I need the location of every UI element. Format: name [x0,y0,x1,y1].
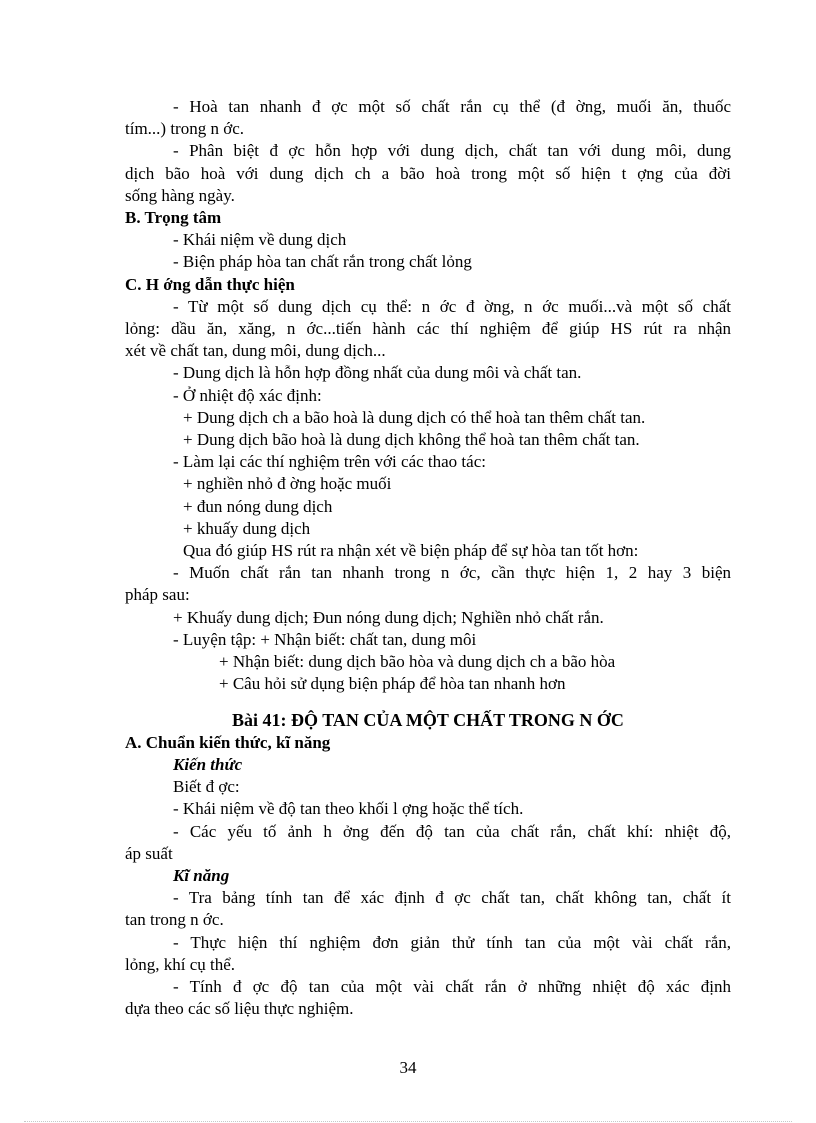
text-line: + Dung dịch bão hoà là dung dịch không thể hoà tan thêm chất tan. [183,430,640,450]
text-line: lỏng, khí cụ thể. [125,954,236,974]
text-line: + đun nóng dung dịch [183,496,333,516]
text-line: + Dung dịch ch a bão hoà là dung dịch có thể hoà tan thêm chất tan. [183,407,646,427]
text-line: - Khái niệm về dung dịch [173,230,347,250]
text-line: C. H ớng dẫn thực hiện [125,274,295,294]
text-line: - Dung dịch là hỗn hợp đồng nhất của dung môi và chất tan. [173,363,582,383]
text-line: - Các yếu tố ảnh h ởng đến độ tan của chất rắn, chất khí: nhiệt độ, [173,821,731,841]
text-line: Kĩ năng [173,865,230,885]
text-line: - Hoà tan nhanh đ ợc một số chất rắn cụ thể (đ ờng, muối ăn, thuốc [173,97,731,116]
text-line: - Làm lại các thí nghiệm trên với các thao tác: [173,452,486,472]
text-line: áp suất [125,843,173,863]
text-line: + Câu hỏi sử dụng biện pháp để hòa tan nhanh hơn [219,674,566,694]
text-line: - Luyện tập: + Nhận biết: chất tan, dung môi [173,629,477,649]
text-line: - Tra bảng tính tan để xác định đ ợc chất tan, chất không tan, chất ít [173,888,731,908]
text-line: - Tính đ ợc độ tan của một vài chất rắn ở những nhiệt độ xác định [173,976,731,996]
text-line: - Khái niệm về độ tan theo khối l ợng hoặc thể tích. [173,799,524,819]
text-line: sống hàng ngày. [125,185,235,205]
text-line: - Muốn chất rắn tan nhanh trong n ớc, cần thực hiện 1, 2 hay 3 biện [173,563,731,583]
text-line: + Nhận biết: dung dịch bão hòa và dung dịch ch a bão hòa [219,652,616,672]
lesson-title: Bài 41: ĐỘ TAN CỦA MỘT CHẤT TRONG N ỚC [232,710,624,731]
text-line: - Từ một số dung dịch cụ thể: n ớc đ ờng, n ớc muối...và một số chất [173,296,731,316]
footer-divider [24,1121,792,1122]
document-page [125,96,731,1020]
text-line: pháp sau: [125,585,190,605]
text-line: B. Trọng tâm [125,208,222,228]
text-line: tím...) trong n ớc. [125,119,244,139]
body-text-section [125,96,731,695]
text-line: Kiến thức [173,754,243,774]
text-line: - Phân biệt đ ợc hỗn hợp với dung dịch, chất tan với dung môi, dung [173,141,731,161]
text-line: lỏng: dầu ăn, xăng, n ớc...tiến hành các thí nghiệm để giúp HS rút ra nhận [125,319,731,339]
text-line: A. Chuẩn kiến thức, kĩ năng [125,732,331,752]
text-line: - Biện pháp hòa tan chất rắn trong chất lỏng [173,252,472,272]
text-line: dựa theo các số liệu thực nghiệm. [125,999,354,1019]
text-line: - Ở nhiệt độ xác định: [173,385,322,405]
text-line: xét về chất tan, dung môi, dung dịch... [125,341,386,361]
text-line: + nghiền nhỏ đ ờng hoặc muối [183,474,392,494]
text-line: + Khuấy dung dịch; Đun nóng dung dịch; Nghiền nhỏ chất rắn. [173,607,604,627]
page-number: 34 [399,1058,417,1077]
text-line: + khuấy dung dịch [183,518,311,538]
text-line: Qua đó giúp HS rút ra nhận xét về biện pháp để sự hòa tan tốt hơn: [183,541,639,561]
text-line: Biết đ ợc: [173,777,240,797]
text-line: dịch bão hoà với dung dịch ch a bão hoà trong một số hiện t ợng của đời [125,163,731,183]
lesson-text-section [125,732,731,1021]
text-line: tan trong n ớc. [125,910,224,930]
text-line: - Thực hiện thí nghiệm đơn giản thử tính tan của một vài chất rắn, [173,932,731,952]
